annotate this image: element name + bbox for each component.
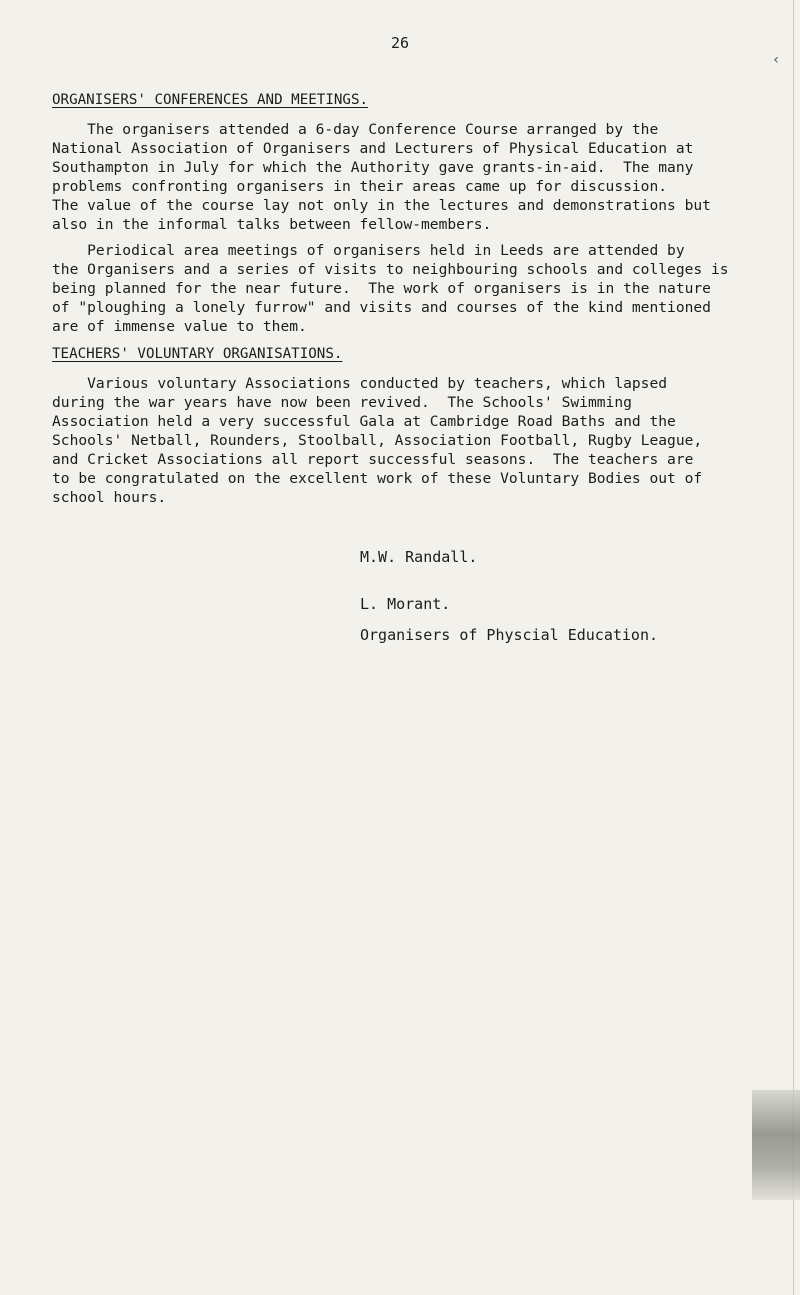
signature-name-randall: M.W. Randall. (360, 548, 478, 566)
section-teachers-voluntary-organisations (52, 346, 772, 507)
page-number: 26 (390, 34, 410, 52)
section-heading: ORGANISERS' CONFERENCES AND MEETINGS. (52, 92, 369, 108)
paragraph: Various voluntary Associations conducted by teachers, which lapsed during the war years have now been revived. The Schools' Swimming Association held a very successful Gala at Cambridge Road Baths and the Schools' Netball, Rounders, Stoolball, Association Football, Rugby League, and Cricket Associations all report successful seasons. The teachers are to be congratulated on the excellent work of these Voluntary Bodies out of school hours. (52, 375, 703, 506)
section-heading: TEACHERS' VOLUNTARY ORGANISATIONS. (52, 346, 343, 362)
signature-name-morant: L. Morant. (360, 595, 451, 613)
signature-title: Organisers of Physcial Education. (360, 626, 659, 644)
corner-mark: ‹ (772, 52, 781, 68)
section-organisers-meetings-paragraph (52, 241, 772, 336)
paragraph: Periodical area meetings of organisers held in Leeds are attended by the Organisers and a series of visits to neighbouring schools and colleges is being planned for the near future. The work of organisers is in the nature of "ploughing a lonely furrow" and visits and courses of the kind mentioned are of immense value to them. (52, 242, 729, 335)
scan-smudge (752, 1090, 800, 1200)
section-organisers-conferences (52, 92, 772, 234)
paragraph: The organisers attended a 6-day Conference Course arranged by the National Association of Organisers and Lecturers of Physical Education at Southampton in July for which the Authority gave grants-in-aid. The many problems confronting organisers in their areas came up for discussion. The value of the course lay not only in the lectures and demonstrations but also in the informal talks between fellow-members. (52, 121, 711, 233)
